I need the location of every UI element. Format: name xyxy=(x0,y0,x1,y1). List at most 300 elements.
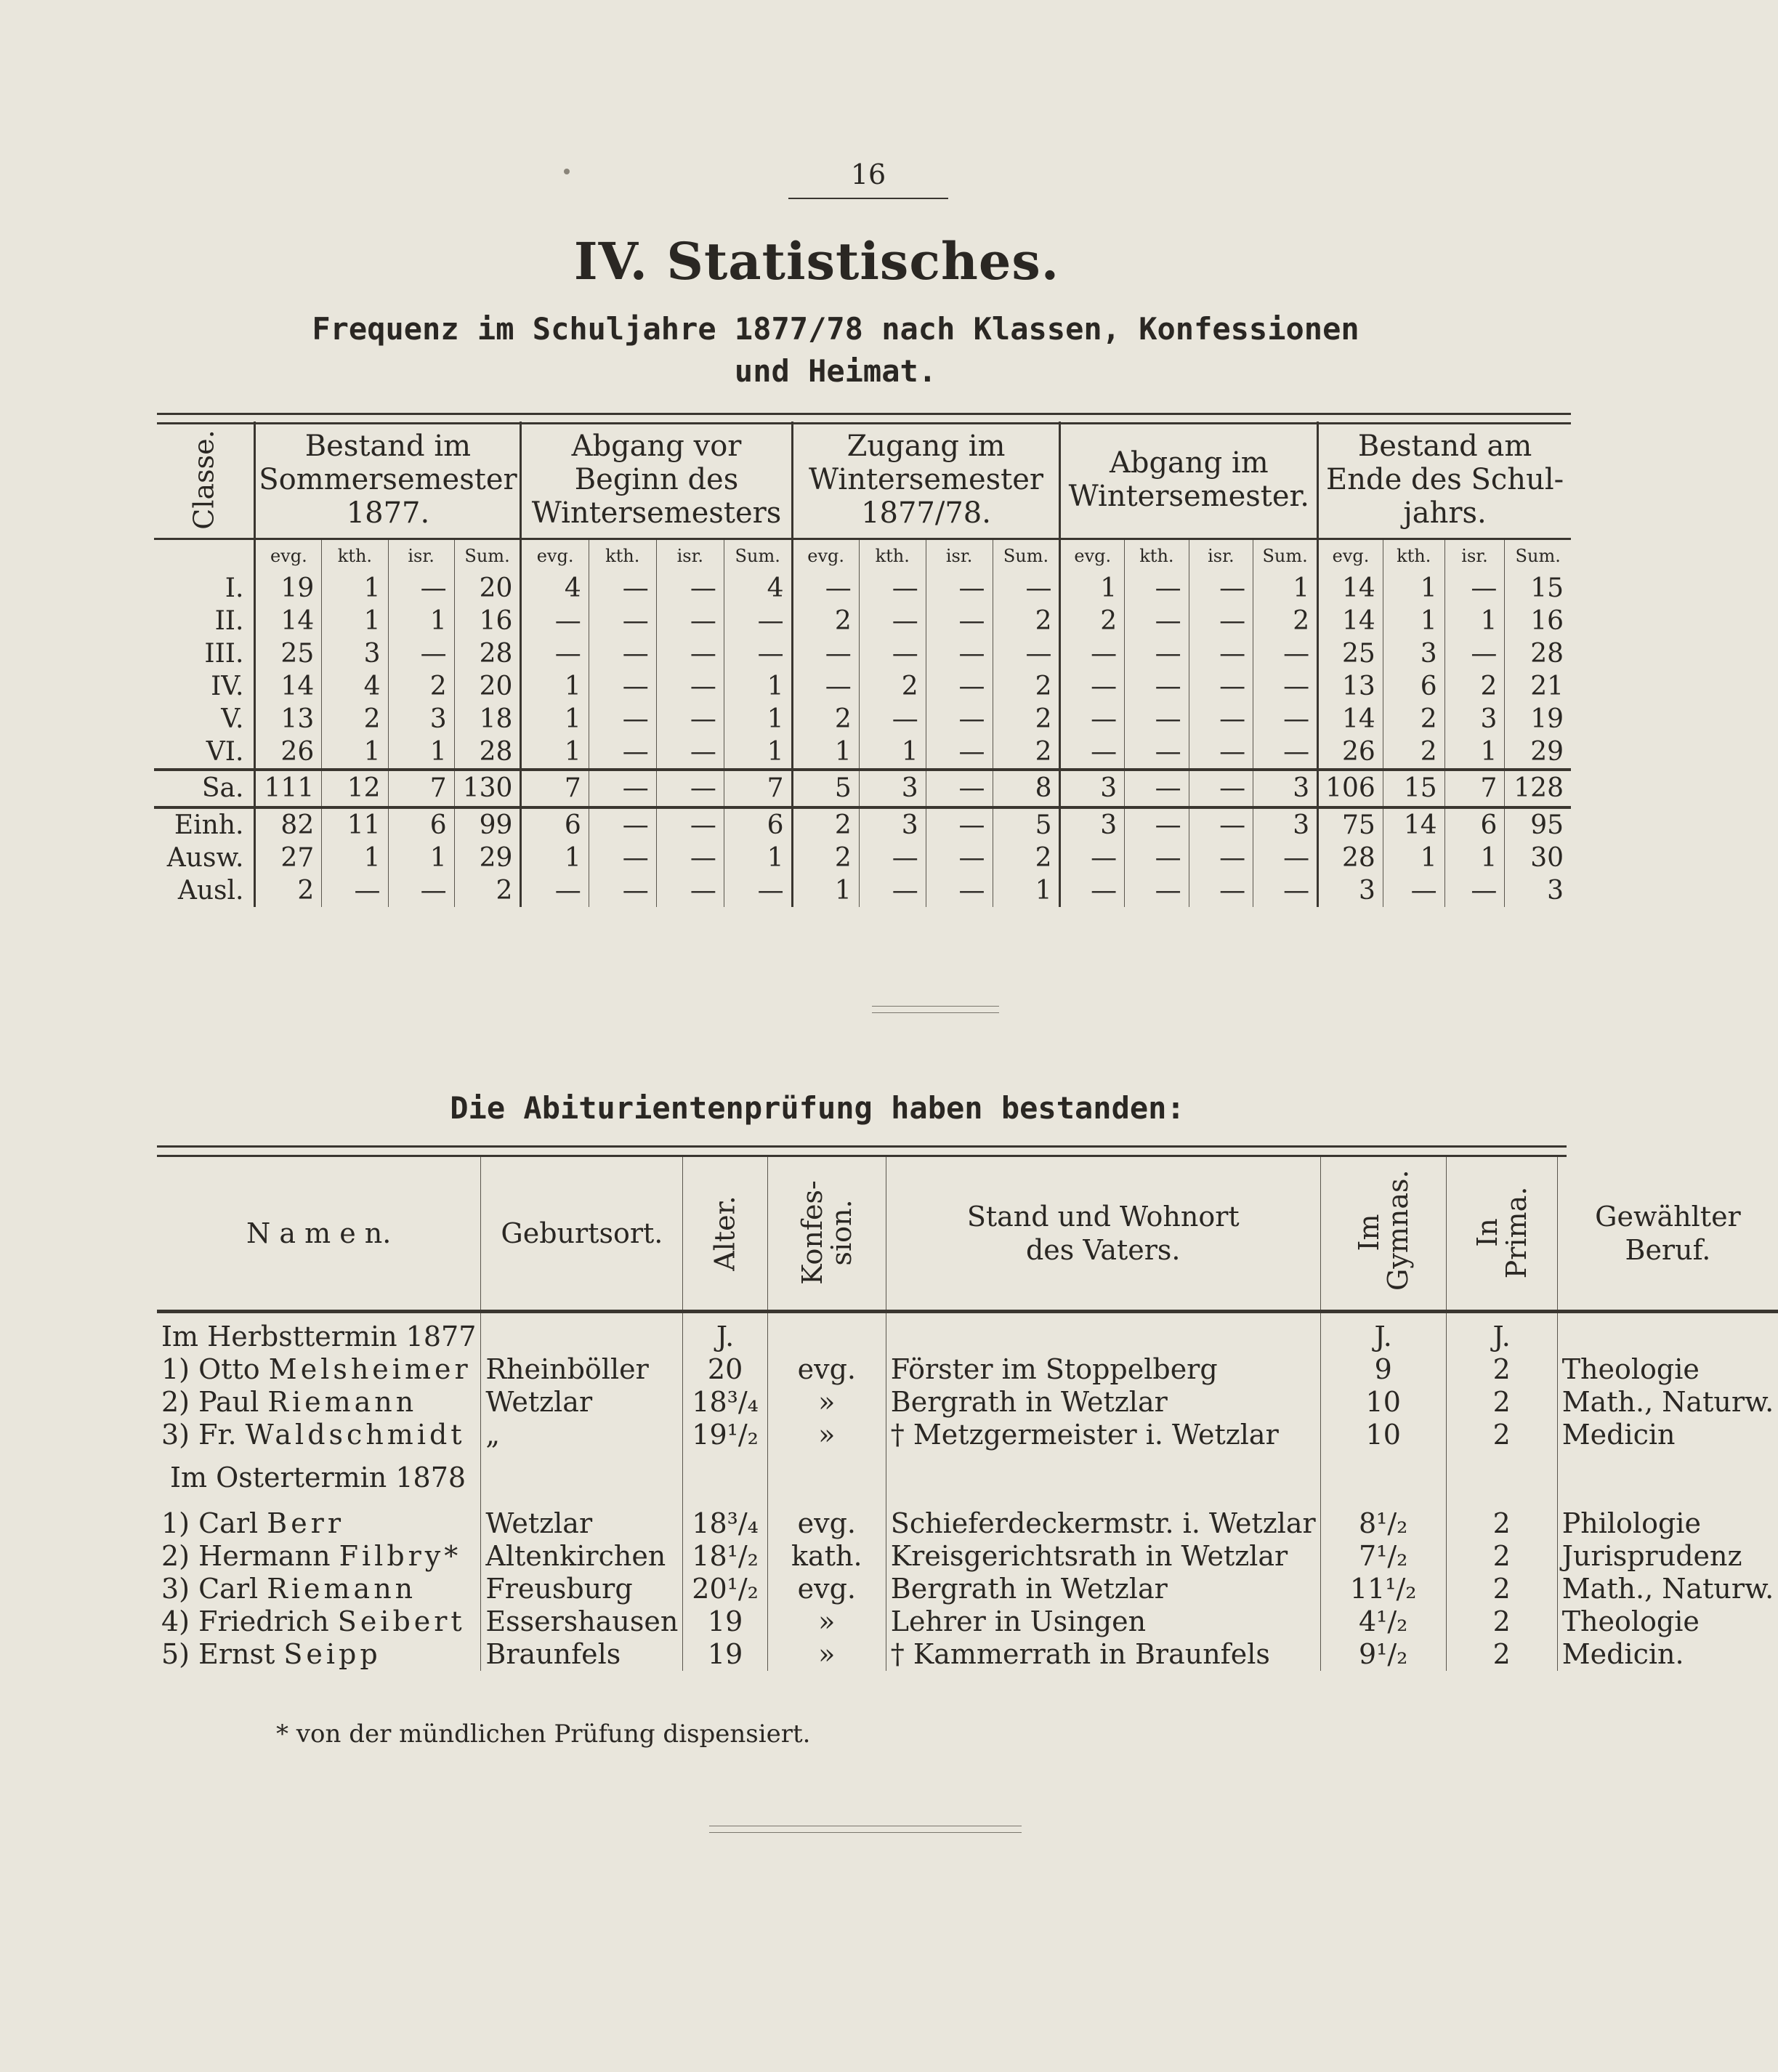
name-last: Seipp xyxy=(283,1637,381,1670)
frequency-cell: 2 xyxy=(792,703,859,735)
sub-header-cell: evg. xyxy=(1060,539,1125,573)
frequency-cell: — xyxy=(1189,605,1253,637)
frequency-cell: 1 xyxy=(1383,605,1444,637)
frequency-cell: — xyxy=(589,703,656,735)
name-last: Waldschmidt xyxy=(245,1418,466,1451)
abiturient-row xyxy=(157,1353,1778,1386)
row-label: Sa. xyxy=(154,770,255,807)
name-first: Paul xyxy=(198,1385,259,1418)
frequency-cell: 3 xyxy=(388,703,454,735)
frequency-cell: — xyxy=(589,842,656,874)
frequency-cell: — xyxy=(1125,605,1189,637)
page-number-rule xyxy=(788,198,948,199)
frequency-cell: 2 xyxy=(993,842,1060,874)
abiturient-geburtsort: Braunfels xyxy=(481,1638,683,1671)
sub-header-cell: kth. xyxy=(859,539,926,573)
jahre-prima: 2 xyxy=(1446,1605,1557,1638)
jahre-prima: 2 xyxy=(1446,1638,1557,1671)
unit-alter: J. xyxy=(683,1321,767,1353)
sub-header-cell: kth. xyxy=(1125,539,1189,573)
sub-header-cell: evg. xyxy=(1318,539,1383,573)
jahre-prima: 2 xyxy=(1446,1353,1557,1386)
frequency-cell: — xyxy=(1189,637,1253,670)
frequency-cell: 14 xyxy=(1318,572,1383,605)
frequency-cell: 7 xyxy=(388,770,454,807)
term1-row xyxy=(157,1321,1778,1353)
frequency-cell: 1 xyxy=(859,735,926,768)
abiturient-row xyxy=(157,1419,1778,1451)
frequency-cell: — xyxy=(656,874,724,907)
name-num: 1) xyxy=(161,1507,190,1539)
sub-header-cell: kth. xyxy=(589,539,656,573)
name-first: Hermann xyxy=(198,1539,331,1572)
frequency-cell: 18 xyxy=(454,703,521,735)
frequency-cell: 95 xyxy=(1505,807,1571,842)
frequency-cell: 30 xyxy=(1505,842,1571,874)
abiturient-name xyxy=(157,1386,481,1419)
frequency-cell: — xyxy=(1125,703,1189,735)
abiturient-name xyxy=(157,1638,481,1671)
sub-header-cell: isr. xyxy=(926,539,993,573)
frequency-cell: — xyxy=(656,605,724,637)
frequency-cell: — xyxy=(1125,807,1189,842)
name-last: Melsheimer xyxy=(268,1353,472,1385)
jahre-gymnasium: 10 xyxy=(1320,1419,1446,1451)
frequency-cell: — xyxy=(1189,807,1253,842)
frequency-cell: 3 xyxy=(1383,637,1444,670)
frequency-cell: 2 xyxy=(792,605,859,637)
frequency-cell: 1 xyxy=(724,842,792,874)
frequency-cell: — xyxy=(656,572,724,605)
vater-stand: Schieferdeckermstr. i. Wetzlar xyxy=(886,1507,1320,1540)
frequency-cell: — xyxy=(926,842,993,874)
frequency-cell: — xyxy=(1060,874,1125,907)
frequency-cell: 14 xyxy=(1383,807,1444,842)
frequency-cell: 1 xyxy=(1444,735,1505,768)
frequency-cell: 2 xyxy=(993,605,1060,637)
frequency-cell: 26 xyxy=(255,735,322,768)
vater-stand: Kreisgerichtsrath in Wetzlar xyxy=(886,1540,1320,1573)
frequency-row xyxy=(154,637,1571,670)
frequency-cell: — xyxy=(926,807,993,842)
frequency-cell: — xyxy=(388,572,454,605)
frequency-cell: — xyxy=(1060,735,1125,768)
frequency-cell: 128 xyxy=(1505,770,1571,807)
abiturient-konfession: evg. xyxy=(767,1573,886,1605)
jahre-prima: 2 xyxy=(1446,1419,1557,1451)
gewaehlter-beruf: Medicin. xyxy=(1557,1638,1778,1671)
frequency-cell: — xyxy=(792,637,859,670)
frequency-cell: — xyxy=(926,770,993,807)
sub-header-cell: Sum. xyxy=(724,539,792,573)
jahre-prima: 2 xyxy=(1446,1507,1557,1540)
frequency-cell: — xyxy=(1189,735,1253,768)
term1-rows xyxy=(157,1353,1778,1451)
frequency-cell: 1 xyxy=(724,670,792,703)
gewaehlter-beruf: Philologie xyxy=(1557,1507,1778,1540)
frequency-cell: 28 xyxy=(1505,637,1571,670)
name-num: 2) xyxy=(161,1385,190,1418)
frequency-cell: — xyxy=(1125,670,1189,703)
vater-stand: Lehrer in Usingen xyxy=(886,1605,1320,1638)
name-first: Ernst xyxy=(198,1637,275,1670)
name-first: Otto xyxy=(198,1353,260,1385)
frequency-cell: 130 xyxy=(454,770,521,807)
abiturient-konfession: » xyxy=(767,1605,886,1638)
frequency-cell: 2 xyxy=(1383,703,1444,735)
abiturient-name xyxy=(157,1353,481,1386)
header-stand: Stand und Wohnort des Vaters. xyxy=(886,1157,1320,1312)
frequency-cell: — xyxy=(1383,874,1444,907)
class-rows xyxy=(154,572,1571,770)
sub-header-cell: Sum. xyxy=(1253,539,1318,573)
frequency-cell: 14 xyxy=(1318,605,1383,637)
frequency-cell: 82 xyxy=(255,807,322,842)
name-num: 1) xyxy=(161,1353,190,1385)
table-caption-line2: und Heimat. xyxy=(734,353,937,389)
frequency-cell: — xyxy=(656,703,724,735)
frequency-cell: 28 xyxy=(454,637,521,670)
sub-header-cell: isr. xyxy=(656,539,724,573)
frequency-cell: 11 xyxy=(322,807,388,842)
frequency-cell: — xyxy=(656,670,724,703)
name-num: 4) xyxy=(161,1605,190,1637)
frequency-cell: 1 xyxy=(322,735,388,768)
jahre-gymnasium: 4¹/₂ xyxy=(1320,1605,1446,1638)
abiturient-konfession: » xyxy=(767,1638,886,1671)
class-header: Classe. xyxy=(154,422,255,539)
frequency-cell: — xyxy=(926,670,993,703)
ink-speck xyxy=(564,169,570,174)
frequency-cell: 29 xyxy=(1505,735,1571,768)
jahre-prima: 2 xyxy=(1446,1573,1557,1605)
frequency-cell: — xyxy=(1253,874,1318,907)
frequency-cell: 3 xyxy=(322,637,388,670)
frequency-cell: 1 xyxy=(1383,842,1444,874)
frequency-row xyxy=(154,703,1571,735)
frequency-cell: — xyxy=(1125,735,1189,768)
abiturient-geburtsort: Essershausen xyxy=(481,1605,683,1638)
frequency-cell: 2 xyxy=(1383,735,1444,768)
separator-rule xyxy=(872,1006,999,1013)
vater-stand: Bergrath in Wetzlar xyxy=(886,1573,1320,1605)
frequency-cell: — xyxy=(1253,842,1318,874)
jahre-gymnasium: 8¹/₂ xyxy=(1320,1507,1446,1540)
frequency-cell: — xyxy=(589,807,656,842)
frequency-cell: — xyxy=(589,670,656,703)
frequency-cell: — xyxy=(1125,770,1189,807)
frequency-cell: 1 xyxy=(792,735,859,768)
frequency-cell: 2 xyxy=(792,807,859,842)
frequency-cell: — xyxy=(521,605,589,637)
frequency-cell: — xyxy=(589,874,656,907)
frequency-cell: — xyxy=(792,670,859,703)
sub-header-row xyxy=(154,539,1571,573)
frequency-cell: 14 xyxy=(255,605,322,637)
sub-header-cell: evg. xyxy=(792,539,859,573)
frequency-cell: 20 xyxy=(454,572,521,605)
frequency-cell: — xyxy=(589,637,656,670)
origin-rows xyxy=(154,807,1571,907)
frequency-row xyxy=(154,605,1571,637)
frequency-cell: 3 xyxy=(859,807,926,842)
frequency-cell: — xyxy=(859,572,926,605)
gewaehlter-beruf: Medicin xyxy=(1557,1419,1778,1451)
frequency-row xyxy=(154,842,1571,874)
frequency-cell: 5 xyxy=(993,807,1060,842)
frequency-row xyxy=(154,670,1571,703)
frequency-cell: 16 xyxy=(1505,605,1571,637)
gewaehlter-beruf: Theologie xyxy=(1557,1605,1778,1638)
frequency-cell: 3 xyxy=(1444,703,1505,735)
row-label: I. xyxy=(225,573,244,603)
frequency-cell: 3 xyxy=(1253,770,1318,807)
term2-label: Im Ostertermin 1878 xyxy=(170,1461,466,1493)
header-prima: In Prima. xyxy=(1446,1157,1557,1312)
abiturient-row xyxy=(157,1507,1778,1540)
frequency-cell: — xyxy=(926,605,993,637)
frequency-cell: 6 xyxy=(388,807,454,842)
frequency-cell: 19 xyxy=(255,572,322,605)
sub-header-cell: kth. xyxy=(322,539,388,573)
frequency-cell: 21 xyxy=(1505,670,1571,703)
abiturient-name xyxy=(157,1605,481,1638)
frequency-cell: 1 xyxy=(521,842,589,874)
frequency-cell: — xyxy=(859,605,926,637)
frequency-cell: 7 xyxy=(1444,770,1505,807)
bottom-separator-rule xyxy=(709,1826,1022,1833)
frequency-cell: 4 xyxy=(322,670,388,703)
frequency-cell: 1 xyxy=(1253,572,1318,605)
sub-header-cell: evg. xyxy=(521,539,589,573)
frequency-cell: 2 xyxy=(255,874,322,907)
frequency-cell: — xyxy=(1253,735,1318,768)
gewaehlter-beruf: Math., Naturw. xyxy=(1557,1386,1778,1419)
section-title: IV. Statistisches. xyxy=(573,231,1060,291)
frequency-cell: 75 xyxy=(1318,807,1383,842)
frequency-cell: — xyxy=(1125,842,1189,874)
frequency-cell: — xyxy=(926,572,993,605)
abiturient-row xyxy=(157,1573,1778,1605)
frequency-cell: 13 xyxy=(1318,670,1383,703)
group-header-abgang-vor: Abgang vor Beginn des Wintersemesters xyxy=(521,422,792,539)
gewaehlter-beruf: Math., Naturw. xyxy=(1557,1573,1778,1605)
abiturient-name xyxy=(157,1507,481,1540)
abitur-header-row xyxy=(157,1157,1778,1312)
frequency-cell: — xyxy=(1060,703,1125,735)
frequency-cell: — xyxy=(521,637,589,670)
name-last: Seibert xyxy=(337,1605,466,1637)
frequency-cell: 4 xyxy=(521,572,589,605)
name-last: Berr xyxy=(267,1507,345,1539)
jahre-gymnasium: 7¹/₂ xyxy=(1320,1540,1446,1573)
frequency-cell: 5 xyxy=(792,770,859,807)
frequency-cell: 6 xyxy=(1444,807,1505,842)
frequency-cell: 2 xyxy=(859,670,926,703)
row-label: Einh. xyxy=(174,810,244,840)
frequency-cell: 15 xyxy=(1505,572,1571,605)
group-header-abgang-winter: Abgang im Wintersemester. xyxy=(1060,422,1318,539)
frequency-cell: — xyxy=(589,572,656,605)
frequency-cell: — xyxy=(1253,703,1318,735)
frequency-cell: 2 xyxy=(388,670,454,703)
abitur-heading: Die Abiturientenprüfung haben bestanden: xyxy=(450,1090,1185,1126)
group-header-bestand-ende: Bestand am Ende des Schul-jahrs. xyxy=(1318,422,1571,539)
frequency-cell: — xyxy=(724,605,792,637)
abiturient-row xyxy=(157,1638,1778,1671)
frequency-cell: 99 xyxy=(454,807,521,842)
name-last: Filbry* xyxy=(339,1539,462,1572)
name-last: Riemann xyxy=(267,1385,418,1418)
sub-header-cell: evg. xyxy=(255,539,322,573)
name-first: Carl xyxy=(198,1507,259,1539)
frequency-cell: — xyxy=(656,770,724,807)
abitur-table xyxy=(157,1157,1778,1671)
frequency-cell: 1 xyxy=(1383,572,1444,605)
abiturient-name xyxy=(157,1419,481,1451)
frequency-cell: 1 xyxy=(521,735,589,768)
frequency-row xyxy=(154,807,1571,842)
vater-stand: Förster im Stoppelberg xyxy=(886,1353,1320,1386)
frequency-cell: — xyxy=(724,637,792,670)
frequency-cell: — xyxy=(1125,637,1189,670)
frequency-cell: — xyxy=(521,874,589,907)
frequency-cell: — xyxy=(1125,874,1189,907)
sub-header-cell: Sum. xyxy=(454,539,521,573)
row-label: IV. xyxy=(211,672,244,701)
header-konfession: Konfes-sion. xyxy=(767,1157,886,1312)
gewaehlter-beruf: Theologie xyxy=(1557,1353,1778,1386)
frequency-cell: — xyxy=(1253,670,1318,703)
frequency-cell: 2 xyxy=(1253,605,1318,637)
frequency-cell: — xyxy=(993,637,1060,670)
row-label: Ausw. xyxy=(166,843,244,873)
abiturient-konfession: » xyxy=(767,1419,886,1451)
frequency-cell: — xyxy=(724,874,792,907)
frequency-cell: — xyxy=(589,735,656,768)
frequency-cell: — xyxy=(926,637,993,670)
name-first: Friedrich xyxy=(198,1605,329,1637)
name-first: Carl xyxy=(198,1572,259,1605)
abiturient-name xyxy=(157,1540,481,1573)
footnote: * von der mündlichen Prüfung dispensiert. xyxy=(276,1720,811,1749)
abiturient-alter: 19 xyxy=(683,1638,767,1671)
frequency-cell: 111 xyxy=(255,770,322,807)
vater-stand: † Kammerrath in Braunfels xyxy=(886,1638,1320,1671)
frequency-cell: — xyxy=(388,874,454,907)
abiturient-geburtsort: Altenkirchen xyxy=(481,1540,683,1573)
abiturient-alter: 19¹/₂ xyxy=(683,1419,767,1451)
frequency-cell: 1 xyxy=(322,842,388,874)
frequency-cell: 1 xyxy=(724,735,792,768)
sub-header-cell: isr. xyxy=(1189,539,1253,573)
frequency-cell: — xyxy=(656,842,724,874)
sub-header-cell: Sum. xyxy=(993,539,1060,573)
frequency-cell: 7 xyxy=(724,770,792,807)
frequency-cell: — xyxy=(926,874,993,907)
row-label: V. xyxy=(221,704,244,734)
name-num: 2) xyxy=(161,1539,190,1572)
jahre-prima: 2 xyxy=(1446,1386,1557,1419)
row-label: III. xyxy=(204,639,244,669)
frequency-cell: 29 xyxy=(454,842,521,874)
frequency-cell: — xyxy=(859,637,926,670)
abiturient-alter: 18¹/₂ xyxy=(683,1540,767,1573)
frequency-cell: 26 xyxy=(1318,735,1383,768)
vater-stand: † Metzgermeister i. Wetzlar xyxy=(886,1419,1320,1451)
frequency-cell: 27 xyxy=(255,842,322,874)
abiturient-alter: 20 xyxy=(683,1353,767,1386)
row-label: Ausl. xyxy=(177,876,244,906)
frequency-cell: 3 xyxy=(1253,807,1318,842)
abiturient-konfession: evg. xyxy=(767,1507,886,1540)
page-number: 16 xyxy=(850,158,886,190)
frequency-cell: — xyxy=(1189,770,1253,807)
frequency-cell: 3 xyxy=(1060,807,1125,842)
group-header-bestand-sommer: Bestand im Sommersemester 1877. xyxy=(255,422,521,539)
frequency-cell: — xyxy=(926,735,993,768)
frequency-cell: 13 xyxy=(255,703,322,735)
frequency-cell: — xyxy=(1060,670,1125,703)
name-num: 3) xyxy=(161,1572,190,1605)
frequency-cell: 1 xyxy=(388,735,454,768)
frequency-cell: 1 xyxy=(322,572,388,605)
frequency-cell: 1 xyxy=(322,605,388,637)
frequency-cell: — xyxy=(1444,572,1505,605)
frequency-cell: 25 xyxy=(1318,637,1383,670)
frequency-cell: — xyxy=(656,807,724,842)
abiturient-row xyxy=(157,1605,1778,1638)
frequency-cell: 2 xyxy=(322,703,388,735)
header-beruf: Gewählter Beruf. xyxy=(1557,1157,1778,1312)
frequency-cell: 3 xyxy=(1060,770,1125,807)
vater-stand: Bergrath in Wetzlar xyxy=(886,1386,1320,1419)
unit-prima: J. xyxy=(1446,1321,1557,1353)
header-geburtsort: Geburtsort. xyxy=(481,1157,683,1312)
term2-rows xyxy=(157,1507,1778,1671)
unit-gymnas: J. xyxy=(1320,1321,1446,1353)
frequency-cell: — xyxy=(993,572,1060,605)
frequency-cell: — xyxy=(1189,572,1253,605)
header-gymnas: Im Gymnas. xyxy=(1320,1157,1446,1312)
frequency-cell: — xyxy=(1444,637,1505,670)
frequency-cell: 28 xyxy=(454,735,521,768)
frequency-cell: — xyxy=(388,637,454,670)
table-caption-line1: Frequenz im Schuljahre 1877/78 nach Klassen, Konfessionen xyxy=(312,311,1359,347)
abiturient-geburtsort: Wetzlar xyxy=(481,1386,683,1419)
abiturient-alter: 18³/₄ xyxy=(683,1386,767,1419)
frequency-cell: 25 xyxy=(255,637,322,670)
frequency-cell: — xyxy=(1125,572,1189,605)
frequency-cell: 1 xyxy=(993,874,1060,907)
gewaehlter-beruf: Jurisprudenz xyxy=(1557,1540,1778,1573)
abiturient-geburtsort: Wetzlar xyxy=(481,1507,683,1540)
sub-header-class xyxy=(154,539,255,573)
abiturient-alter: 19 xyxy=(683,1605,767,1638)
jahre-prima: 2 xyxy=(1446,1540,1557,1573)
abiturient-geburtsort: Freusburg xyxy=(481,1573,683,1605)
frequency-cell: 28 xyxy=(1318,842,1383,874)
frequency-cell: — xyxy=(1060,842,1125,874)
frequency-cell: 1 xyxy=(724,703,792,735)
frequency-cell: 14 xyxy=(255,670,322,703)
frequency-cell: — xyxy=(859,842,926,874)
name-first: Fr. xyxy=(198,1418,237,1451)
frequency-row xyxy=(154,572,1571,605)
frequency-cell: 2 xyxy=(993,735,1060,768)
abiturient-name xyxy=(157,1573,481,1605)
frequency-cell: — xyxy=(926,703,993,735)
